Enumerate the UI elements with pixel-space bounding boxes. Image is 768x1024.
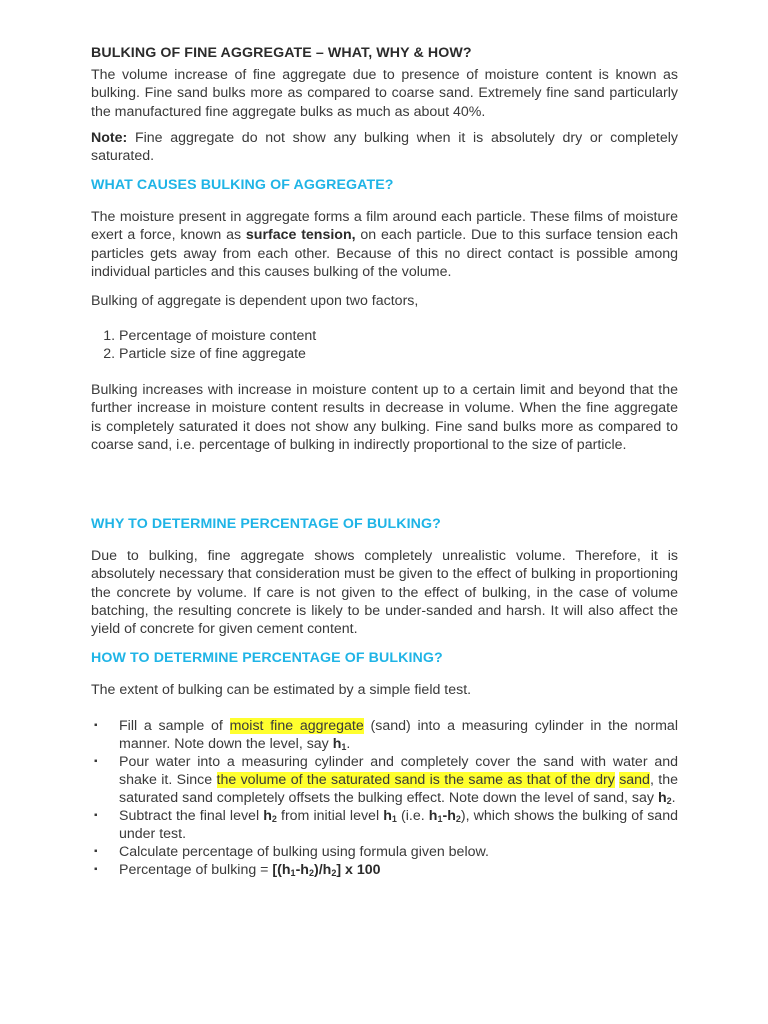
heading-why-determine: WHY TO DETERMINE PERCENTAGE OF BULKING? <box>91 516 441 532</box>
list-item: ▪ Percentage of bulking = $[(h_1-h_2)/h_2]$ x 100 <box>94 862 381 878</box>
highlight: sand <box>619 772 650 788</box>
highlight: moist fine aggregate <box>229 718 364 734</box>
bullet-icon: ▪ <box>94 846 98 857</box>
bullet-icon: ▪ <box>94 810 98 821</box>
list-item: ▪ Pour water into a measuring cylinder and completely cover the sand with water and shake it. Since the volume of the saturated sand is the same as that of the dry sand, the saturated sand completely offsets the bulking effect. Note down the level of sand, say $h_2$. <box>94 754 678 806</box>
surface-tension-term: surface tension, <box>245 227 356 244</box>
bullet-icon: ▪ <box>94 756 98 767</box>
note-label: Note: <box>91 130 128 146</box>
intro-paragraph: The volume increase of fine aggregate due to presence of moisture content is known as bulking. Fine sand bulks more as compared to coarse sand. Extremely fine sand particularly the manufactured fine aggregate bulks as much as about 40%. <box>91 67 678 120</box>
bulking-formula: $[(h_1-h_2)/h_2]$ x 100 <box>272 862 381 878</box>
highlight: the volume of the saturated sand is the same as that of the dry <box>216 772 615 788</box>
heading-what-causes: WHAT CAUSES BULKING OF AGGREGATE? <box>91 177 394 193</box>
procedure-list <box>91 717 678 879</box>
causes-paragraph <box>91 208 678 281</box>
note-text: Fine aggregate do not show any bulking when it is absolutely dry or completely saturated. <box>91 130 678 165</box>
list-item: 2. Particle size of fine aggregate <box>119 345 678 363</box>
bullet-icon: ▪ <box>94 864 98 875</box>
note-paragraph <box>91 129 678 166</box>
causes-text-b: on each particle. Due to this surface tension each particles gets away from each other. Because of this no direct contact is possible among individual particles and this causes bulking of the volume. <box>91 227 678 280</box>
factors-intro: Bulking of aggregate is dependent upon two factors, <box>91 293 419 309</box>
list-item: 1. Percentage of moisture content <box>119 327 678 345</box>
causes-text-a: The moisture present in aggregate forms a film around each particle. These films of moisture exert a force, known as <box>91 209 678 244</box>
page-title: BULKING OF FINE AGGREGATE – WHAT, WHY & HOW? <box>91 45 472 61</box>
field-test-intro: The extent of bulking can be estimated by a simple field test. <box>91 682 472 698</box>
bullet-icon: ▪ <box>94 720 98 731</box>
list-item: ▪ Fill a sample of moist fine aggregate (sand) into a measuring cylinder in the normal manner. Note down the level, say $h_1$. <box>94 718 678 752</box>
heading-how-determine: HOW TO DETERMINE PERCENTAGE OF BULKING? <box>91 650 443 666</box>
list-item: ▪ Subtract the final level $h_2$ from initial level $h_1$ (i.e. $h_1-h_2$), which shows the bulking of sand under test. <box>94 808 678 842</box>
list-item: ▪ Calculate percentage of bulking using formula given below. <box>94 844 489 860</box>
why-paragraph: Due to bulking, fine aggregate shows completely unrealistic volume. Therefore, it is absolutely necessary that consideration must be given to the effect of bulking in proportioning the concrete by volume. If care is not given to the effect of bulking, in the case of volume batching, the resulting concrete is likely to be under-sanded and harsh. It will also affect the yield of concrete for given cement content. <box>91 548 678 638</box>
bulking-increase-paragraph: Bulking increases with increase in moisture content up to a certain limit and beyond that the further increase in moisture content results in decrease in volume. When the fine aggregate is completely saturated it does not show any bulking. Fine sand bulks more as compared to coarse sand, i.e. percentage of bulking in indirectly proportional to the size of particle. <box>91 382 678 453</box>
factors-list <box>91 327 678 364</box>
